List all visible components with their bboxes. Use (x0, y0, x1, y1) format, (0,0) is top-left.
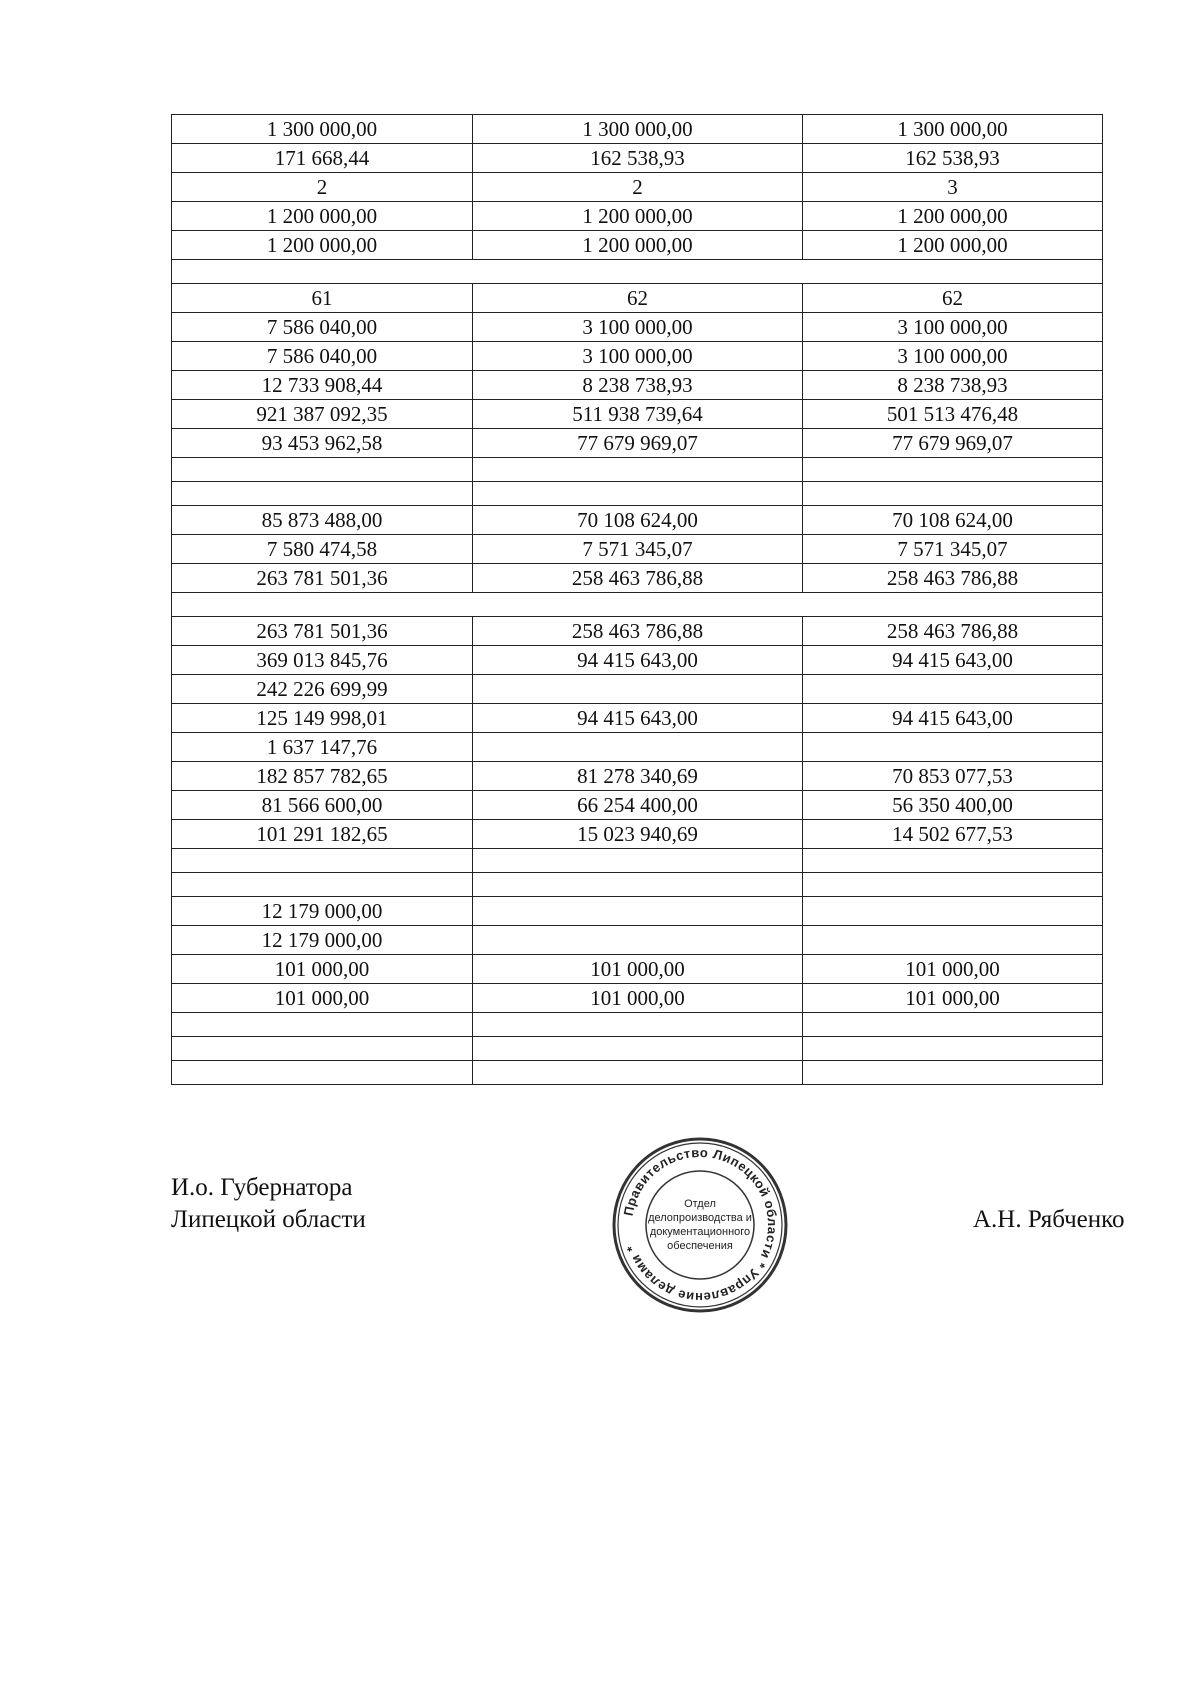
table-cell: 101 000,00 (172, 984, 473, 1012)
table-cell: 1 200 000,00 (172, 202, 473, 230)
table-cell (473, 1013, 803, 1036)
table-cell: 101 000,00 (473, 984, 803, 1012)
table-cell: 1 200 000,00 (473, 202, 803, 230)
table-row (171, 872, 1103, 896)
table-cell: 1 200 000,00 (172, 231, 473, 259)
table-cell: 1 200 000,00 (473, 231, 803, 259)
table-cell: 2 (473, 173, 803, 201)
table-cell: 62 (942, 286, 963, 310)
table-row (171, 761, 1103, 790)
table-cell (172, 458, 473, 481)
table-cell: 369 013 845,76 (172, 646, 473, 674)
table-row (171, 674, 1103, 703)
table-cell (172, 593, 1102, 616)
table-row (171, 1060, 1103, 1085)
table-row (171, 790, 1103, 819)
table-cell: 70 108 624,00 (892, 508, 1013, 532)
table-cell (803, 675, 1102, 703)
table-cell: 66 254 400,00 (473, 791, 803, 819)
signatory-position (171, 1172, 366, 1236)
table-cell (473, 1037, 803, 1060)
table-cell: 7 571 345,07 (897, 537, 1008, 561)
table-cell: 263 781 501,36 (172, 617, 473, 645)
table-cell: 2 (172, 173, 473, 201)
table-cell: 7 586 040,00 (172, 313, 473, 341)
table-cell: 162 538,93 (905, 146, 1000, 170)
table-cell (473, 849, 803, 872)
table-cell (172, 260, 1102, 283)
table-row (171, 259, 1103, 283)
table-cell: 263 781 501,36 (172, 564, 473, 592)
table-row (171, 1012, 1103, 1036)
table-cell: 70 853 077,53 (892, 764, 1013, 788)
table-cell: 101 000,00 (473, 955, 803, 983)
table-cell: 258 463 786,88 (886, 566, 1019, 590)
table-cell: 1 637 147,76 (172, 733, 473, 761)
table-row (171, 457, 1103, 481)
table-cell: 12 733 908,44 (172, 371, 473, 399)
table-cell: 501 513 476,48 (886, 402, 1019, 426)
table-cell (473, 675, 803, 703)
table-cell: 101 000,00 (905, 957, 1000, 981)
svg-text:Правительство Липецкой области: Правительство Липецкой области * Управление делами * (620, 1144, 781, 1306)
table-row (171, 616, 1103, 645)
table-cell: 77 679 969,07 (473, 429, 803, 457)
table-cell: 94 415 643,00 (473, 646, 803, 674)
table-cell: 3 100 000,00 (897, 315, 1008, 339)
table-cell: 511 938 739,64 (473, 400, 803, 428)
table-cell: 3 (947, 175, 958, 199)
stamp-center-line: обеспечения (667, 1240, 733, 1252)
table-cell (803, 926, 1102, 954)
table-cell: 7 571 345,07 (473, 535, 803, 563)
position-line-2: Липецкой области (171, 1206, 366, 1233)
table-row (171, 201, 1103, 230)
table-row (171, 703, 1103, 732)
table-cell: 15 023 940,69 (473, 820, 803, 848)
table-cell (172, 482, 473, 505)
table-cell: 258 463 786,88 (473, 617, 803, 645)
table-cell (172, 1061, 473, 1084)
table-cell (473, 482, 803, 505)
table-cell: 1 300 000,00 (897, 117, 1008, 141)
table-cell (803, 897, 1102, 925)
table-row (171, 534, 1103, 563)
table-cell: 12 179 000,00 (172, 897, 473, 925)
stamp-center-line: делопроизводства и (648, 1212, 752, 1224)
table-cell: 8 238 738,93 (897, 373, 1008, 397)
table-cell: 85 873 488,00 (172, 506, 473, 534)
table-row (171, 143, 1103, 172)
table-cell (473, 873, 803, 896)
table-cell: 101 000,00 (172, 955, 473, 983)
table-row (171, 283, 1103, 312)
table-row (171, 172, 1103, 201)
official-stamp (611, 1136, 789, 1314)
table-cell: 1 300 000,00 (473, 115, 803, 143)
table-cell (803, 849, 1102, 872)
table-cell: 81 278 340,69 (473, 762, 803, 790)
table-cell (473, 733, 803, 761)
table-row (171, 505, 1103, 534)
table-row (171, 341, 1103, 370)
table-cell (172, 1037, 473, 1060)
table-cell: 77 679 969,07 (892, 431, 1013, 455)
table-cell: 93 453 962,58 (172, 429, 473, 457)
table-cell: 3 100 000,00 (897, 344, 1008, 368)
table-row (171, 819, 1103, 848)
table-cell (172, 1013, 473, 1036)
table-cell: 94 415 643,00 (892, 648, 1013, 672)
table-cell (803, 1037, 1102, 1060)
table-row (171, 732, 1103, 761)
table-row (171, 428, 1103, 457)
table-cell: 94 415 643,00 (892, 706, 1013, 730)
table-cell: 3 100 000,00 (473, 313, 803, 341)
table-cell: 81 566 600,00 (172, 791, 473, 819)
table-cell: 258 463 786,88 (473, 564, 803, 592)
table-cell (803, 482, 1102, 505)
signatory-name: А.Н. Рябченко (973, 1206, 1125, 1233)
table-row (171, 954, 1103, 983)
table-cell (473, 897, 803, 925)
table-cell: 1 300 000,00 (172, 115, 473, 143)
table-cell: 171 668,44 (172, 144, 473, 172)
table-cell (473, 458, 803, 481)
table-cell (473, 1061, 803, 1084)
table-cell (803, 733, 1102, 761)
table-row (171, 925, 1103, 954)
table-cell: 101 000,00 (905, 986, 1000, 1010)
table-cell (172, 849, 473, 872)
table-cell: 56 350 400,00 (892, 793, 1013, 817)
table-row (171, 645, 1103, 674)
table-cell: 8 238 738,93 (473, 371, 803, 399)
table-row (171, 114, 1103, 143)
table-cell: 258 463 786,88 (886, 619, 1019, 643)
table-cell: 182 857 782,65 (172, 762, 473, 790)
table-row (171, 481, 1103, 505)
table-cell: 61 (172, 284, 473, 312)
table-cell: 1 200 000,00 (897, 204, 1008, 228)
table-cell: 242 226 699,99 (172, 675, 473, 703)
table-cell (803, 458, 1102, 481)
table-row (171, 370, 1103, 399)
table-cell (172, 873, 473, 896)
table-row (171, 848, 1103, 872)
table-row (171, 230, 1103, 259)
table-cell: 101 291 182,65 (172, 820, 473, 848)
table-row (171, 1036, 1103, 1060)
table-cell: 12 179 000,00 (172, 926, 473, 954)
table-cell: 70 108 624,00 (473, 506, 803, 534)
stamp-center-line: Отдел (684, 1198, 716, 1210)
table-cell: 921 387 092,35 (172, 400, 473, 428)
table-cell: 14 502 677,53 (892, 822, 1013, 846)
table-cell: 1 200 000,00 (897, 233, 1008, 257)
table-cell (473, 926, 803, 954)
table-row (171, 592, 1103, 616)
table-cell: 62 (473, 284, 803, 312)
table-row (171, 312, 1103, 341)
table-cell (803, 1013, 1102, 1036)
table-cell: 162 538,93 (473, 144, 803, 172)
table-cell (803, 873, 1102, 896)
table-row (171, 563, 1103, 592)
table-row (171, 399, 1103, 428)
table-cell: 94 415 643,00 (473, 704, 803, 732)
table-row (171, 896, 1103, 925)
position-line-1: И.о. Губернатора (171, 1174, 353, 1201)
table-cell: 3 100 000,00 (473, 342, 803, 370)
table-cell (803, 1061, 1102, 1084)
stamp-center-text (611, 1136, 789, 1314)
table-cell: 7 586 040,00 (172, 342, 473, 370)
budget-table (171, 114, 1103, 1085)
table-row (171, 983, 1103, 1012)
table-cell: 7 580 474,58 (172, 535, 473, 563)
table-cell: 125 149 998,01 (172, 704, 473, 732)
stamp-center-line: документационного (649, 1226, 751, 1238)
